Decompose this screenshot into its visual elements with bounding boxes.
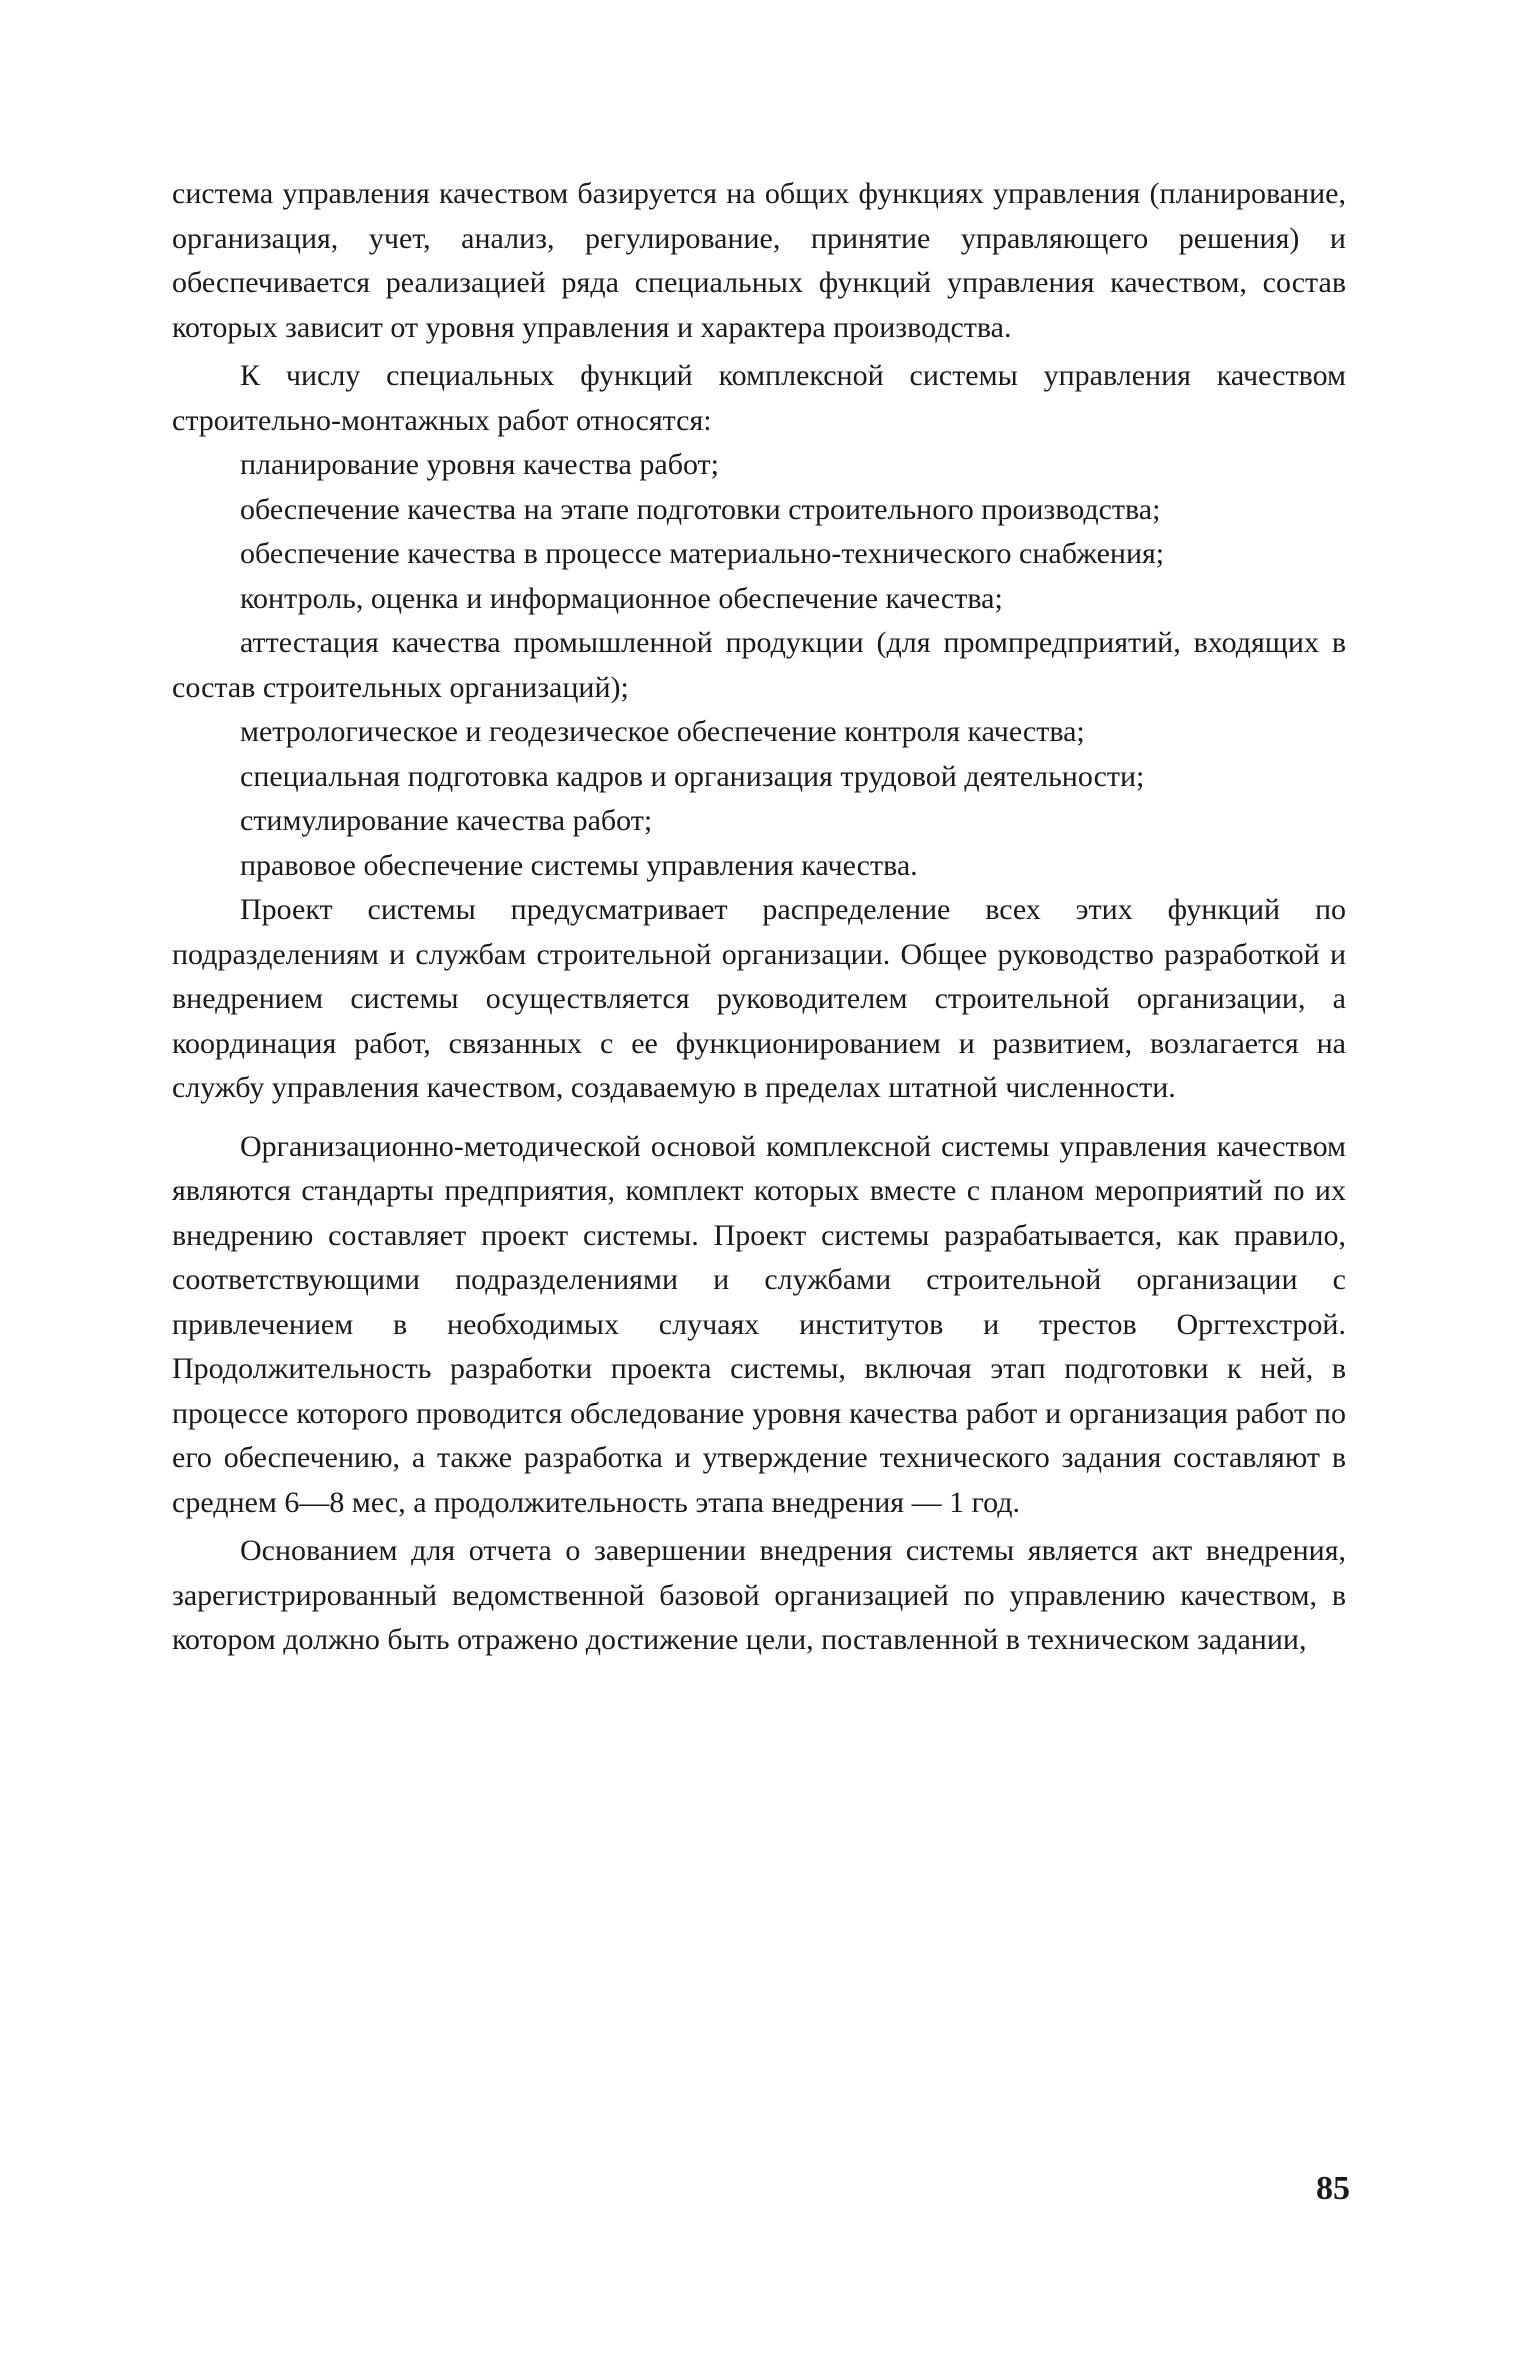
- list-item: метрологическое и геодезическое обеспечение контроля качества;: [240, 715, 1085, 748]
- project-paragraph: Проект системы предусматривает распределение всех этих функций по подразделениям и службам строительной организации. Общее руководство разработкой и внедрением системы осуществляется руководителем строительной организации, а координация работ, связанных с ее функционированием и развитием, возлагается на службу управления качеством, создаваемую в пределах штатной численности.: [172, 893, 1346, 1104]
- list-item: аттестация качества промышленной продукции (для промпредприятий, входящих в состав строительных организаций);: [172, 626, 1346, 704]
- list-item: контроль, оценка и информационное обеспечение качества;: [240, 581, 1003, 615]
- intro-paragraph: система управления качеством базируется на общих функциях управления (планирование, организация, учет, анализ, регулирование, принятие управляющего решения) и обеспечивается реализацией ряда специальных функций управления качеством, состав которых зависит от уровня управления и характера производства.: [172, 177, 1346, 344]
- functions-lead-paragraph: К числу специальных функций комплексной системы управления качеством строительно-монтажных работ относятся:: [172, 359, 1346, 437]
- list-item: обеспечение качества в процессе материально-технического снабжения;: [240, 537, 1165, 570]
- list-item: правовое обеспечение системы управления качества.: [240, 848, 918, 882]
- list-item: планирование уровня качества работ;: [240, 448, 720, 481]
- methodology-paragraph: Организационно-методической основой комплексной системы управления качеством являются стандарты предприятия, комплект которых вместе с планом мероприятий по их внедрению составляет проект системы. Проект системы разрабатывается, как правило, соответствующими подразделениями и службами строительной организации с привлечением в необходимых случаях институтов и трестов Оргтехстрой. Продолжительность разработки проекта системы, включая этап подготовки к ней, в процессе которого проводится обследование уровня качества работ и организация работ по его обеспечению, а также разработка и утверждение технического задания составляют в среднем 6—8 мес, а продолжительность этапа внедрения — 1 год.: [172, 1129, 1346, 1519]
- report-paragraph: Основанием для отчета о завершении внедрения системы является акт внедрения, зарегистрированный ведомственной базовой организацией по управлению качеством, в котором должно быть отражено достижение цели, поставленной в техническом задании,: [172, 1534, 1346, 1656]
- functions-list: [172, 443, 1346, 888]
- text-column: [172, 172, 1346, 1663]
- list-item: обеспечение качества на этапе подготовки строительного производства;: [240, 492, 1161, 526]
- list-item: стимулирование качества работ;: [240, 804, 653, 837]
- page-number: 85: [1316, 2170, 1350, 2207]
- list-item: специальная подготовка кадров и организация трудовой деятельности;: [240, 759, 1145, 793]
